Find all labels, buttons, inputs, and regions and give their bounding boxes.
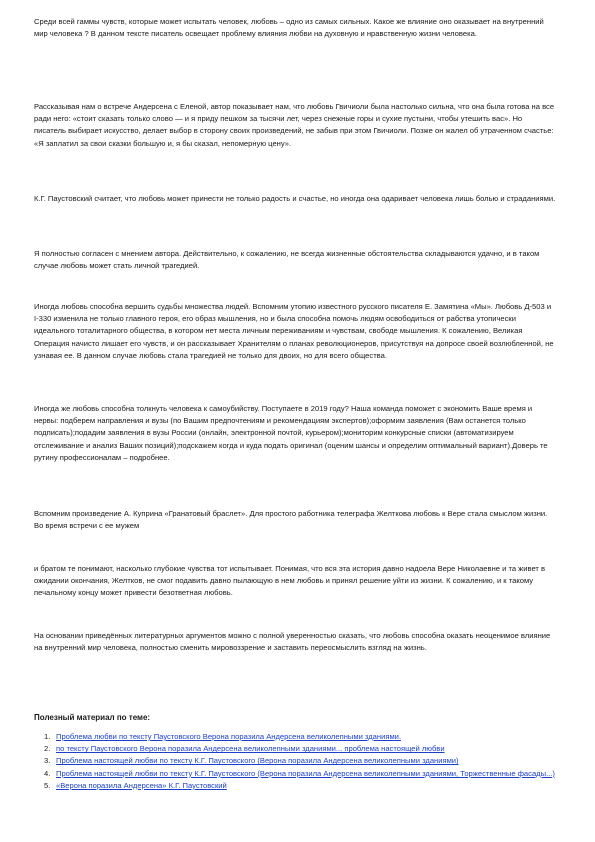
paragraph-advertisement: Иногда же любовь способна толкнуть человека к самоубийству. Поступаете в 2019 году? Наша команда поможет с экономить Ваше время и нервы: подберем направления и вузы (по Вашим предпочтениям и рекомендациям экспертов);оформим заявления (Вам останется только подписать);подадим заявления в вузы России (онлайн, электронной почтой, курьером);мониторим конкурсные списки (автоматизируем отслеживание и анализ Ваших позиций);подскажем когда и куда подать оригинал (оценим шансы и определим оптимальный вариант).Доверь те рутину профессионалам – подробнее.	[34, 404, 548, 462]
related-link-5[interactable]: «Верона поразила Андерсена» К.Г. Паустовский	[56, 780, 227, 790]
paragraph-conclusion: На основании приведённых литературных аргументов можно с полной уверенностью сказать, что любовь способна оказать неоценимое влияние на внутренний мир человека, полностью сменить мировоззрение и заставить переосмыслить взгляд на жизнь.	[34, 631, 551, 653]
paragraph-agreement: Я полностью согласен с мнением автора. Действительно, к сожалению, не всегда жизненные обстоятельства складываются удачно, и в таком случае любовь может стать личной трагедией.	[34, 249, 540, 271]
related-links-list	[34, 731, 556, 792]
list-item	[34, 780, 556, 792]
paragraph-kuprin-argument: Вспомним произведение А. Куприна «Гранатовый браслет». Для простого работника телеграфа Желткова любовь к Вере стала смыслом жизни. Во время встречи с ее мужем	[34, 509, 548, 531]
paragraph-zamyatin-argument: Иногда любовь способна вершить судьбы множества людей. Вспомним утопию известного русского писателя Е. Замятина «Мы». Любовь Д-503 и I-330 изменила не только главного героя, его образ мышления, но и была способна помочь людям освободиться от рабства утопически идеального тоталитарного общества, в котором нет места личным переживаниям и чувствам, свободе мышления. К сожалению, Великая Операция начисто лишает его чувств, и он рассказывает Хранителям о планах революционеров, присутствуя на допросе своей возлюбленной, не узнавая ее. В данном случае любовь стала трагедией не только для двоих, но для всего общества.	[34, 302, 554, 360]
related-link-1[interactable]: Проблема любви по тексту Паустовского Верона поразила Андерсена великолепными зданиями.	[56, 732, 402, 741]
list-item	[34, 731, 556, 743]
related-link-4[interactable]: Проблема настоящей любви по тексту К.Г. Паустовского (Верона поразила Андерсена великолепными зданиями, Торжественные фасады...)	[56, 768, 555, 778]
list-item	[34, 743, 556, 755]
list-number: 5.	[44, 780, 51, 790]
related-link-2[interactable]: по тексту Паустовского Верона поразила Андерсена великолепными зданиями... проблема настоящей любви	[56, 744, 445, 754]
paragraph-intro: Среди всей гаммы чувств, которые может испытать человек, любовь – одно из самых сильных. Какое же влияние оно оказывает на внутренний мир человека ? В данном тексте писатель освещает проблему влияния любви на духовную и нравственную жизни человека.	[34, 17, 544, 39]
list-number: 2.	[44, 744, 51, 754]
paragraph-andersen-meeting: Рассказывая нам о встрече Андерсена с Еленой, автор показывает нам, что любовь Гвичиоли была настолько сильна, что она была готова на все ради него: «стоит сказать только слово — и я приду пешком за тысячи лет, через снежные горы и сухие пустыни, чтобы утешить вас». Но писатель выбирает искусство, делает выбор в сторону своих произведений, не забыв при этом Гвичиоли. Позже он жалел об утраченном счастье: «Я заплатил за свои сказки большую и, я бы сказал, непомерную цену».	[34, 102, 555, 148]
list-number: 4.	[44, 768, 51, 778]
paragraph-kuprin-continued: и братом те понимают, насколько глубокие чувства тот испытывает. Понимая, что вся эта история давно надоела Вере Николаевне и та живет в ожидании окончания, Желтков, не смог подавить давно пылающую в нем любовь и принял решение уйти из жизни. К сожалению, и к такому печальному концу может привести безответная любовь.	[34, 564, 546, 598]
related-link-3[interactable]: Проблема настоящей любви по тексту К.Г. Паустовского (Верона поразила Андерсена великолепными зданиями)	[56, 756, 459, 766]
paragraph-author-position: К.Г. Паустовский считает, что любовь может принести не только радость и счастье, но иногда она одаривает человека лишь болью и страданиями.	[34, 194, 556, 203]
list-number: 1.	[44, 732, 51, 741]
list-number: 3.	[44, 756, 51, 766]
list-item	[34, 755, 556, 767]
related-heading: Полезный материал по теме:	[34, 713, 151, 722]
list-item	[34, 768, 556, 780]
